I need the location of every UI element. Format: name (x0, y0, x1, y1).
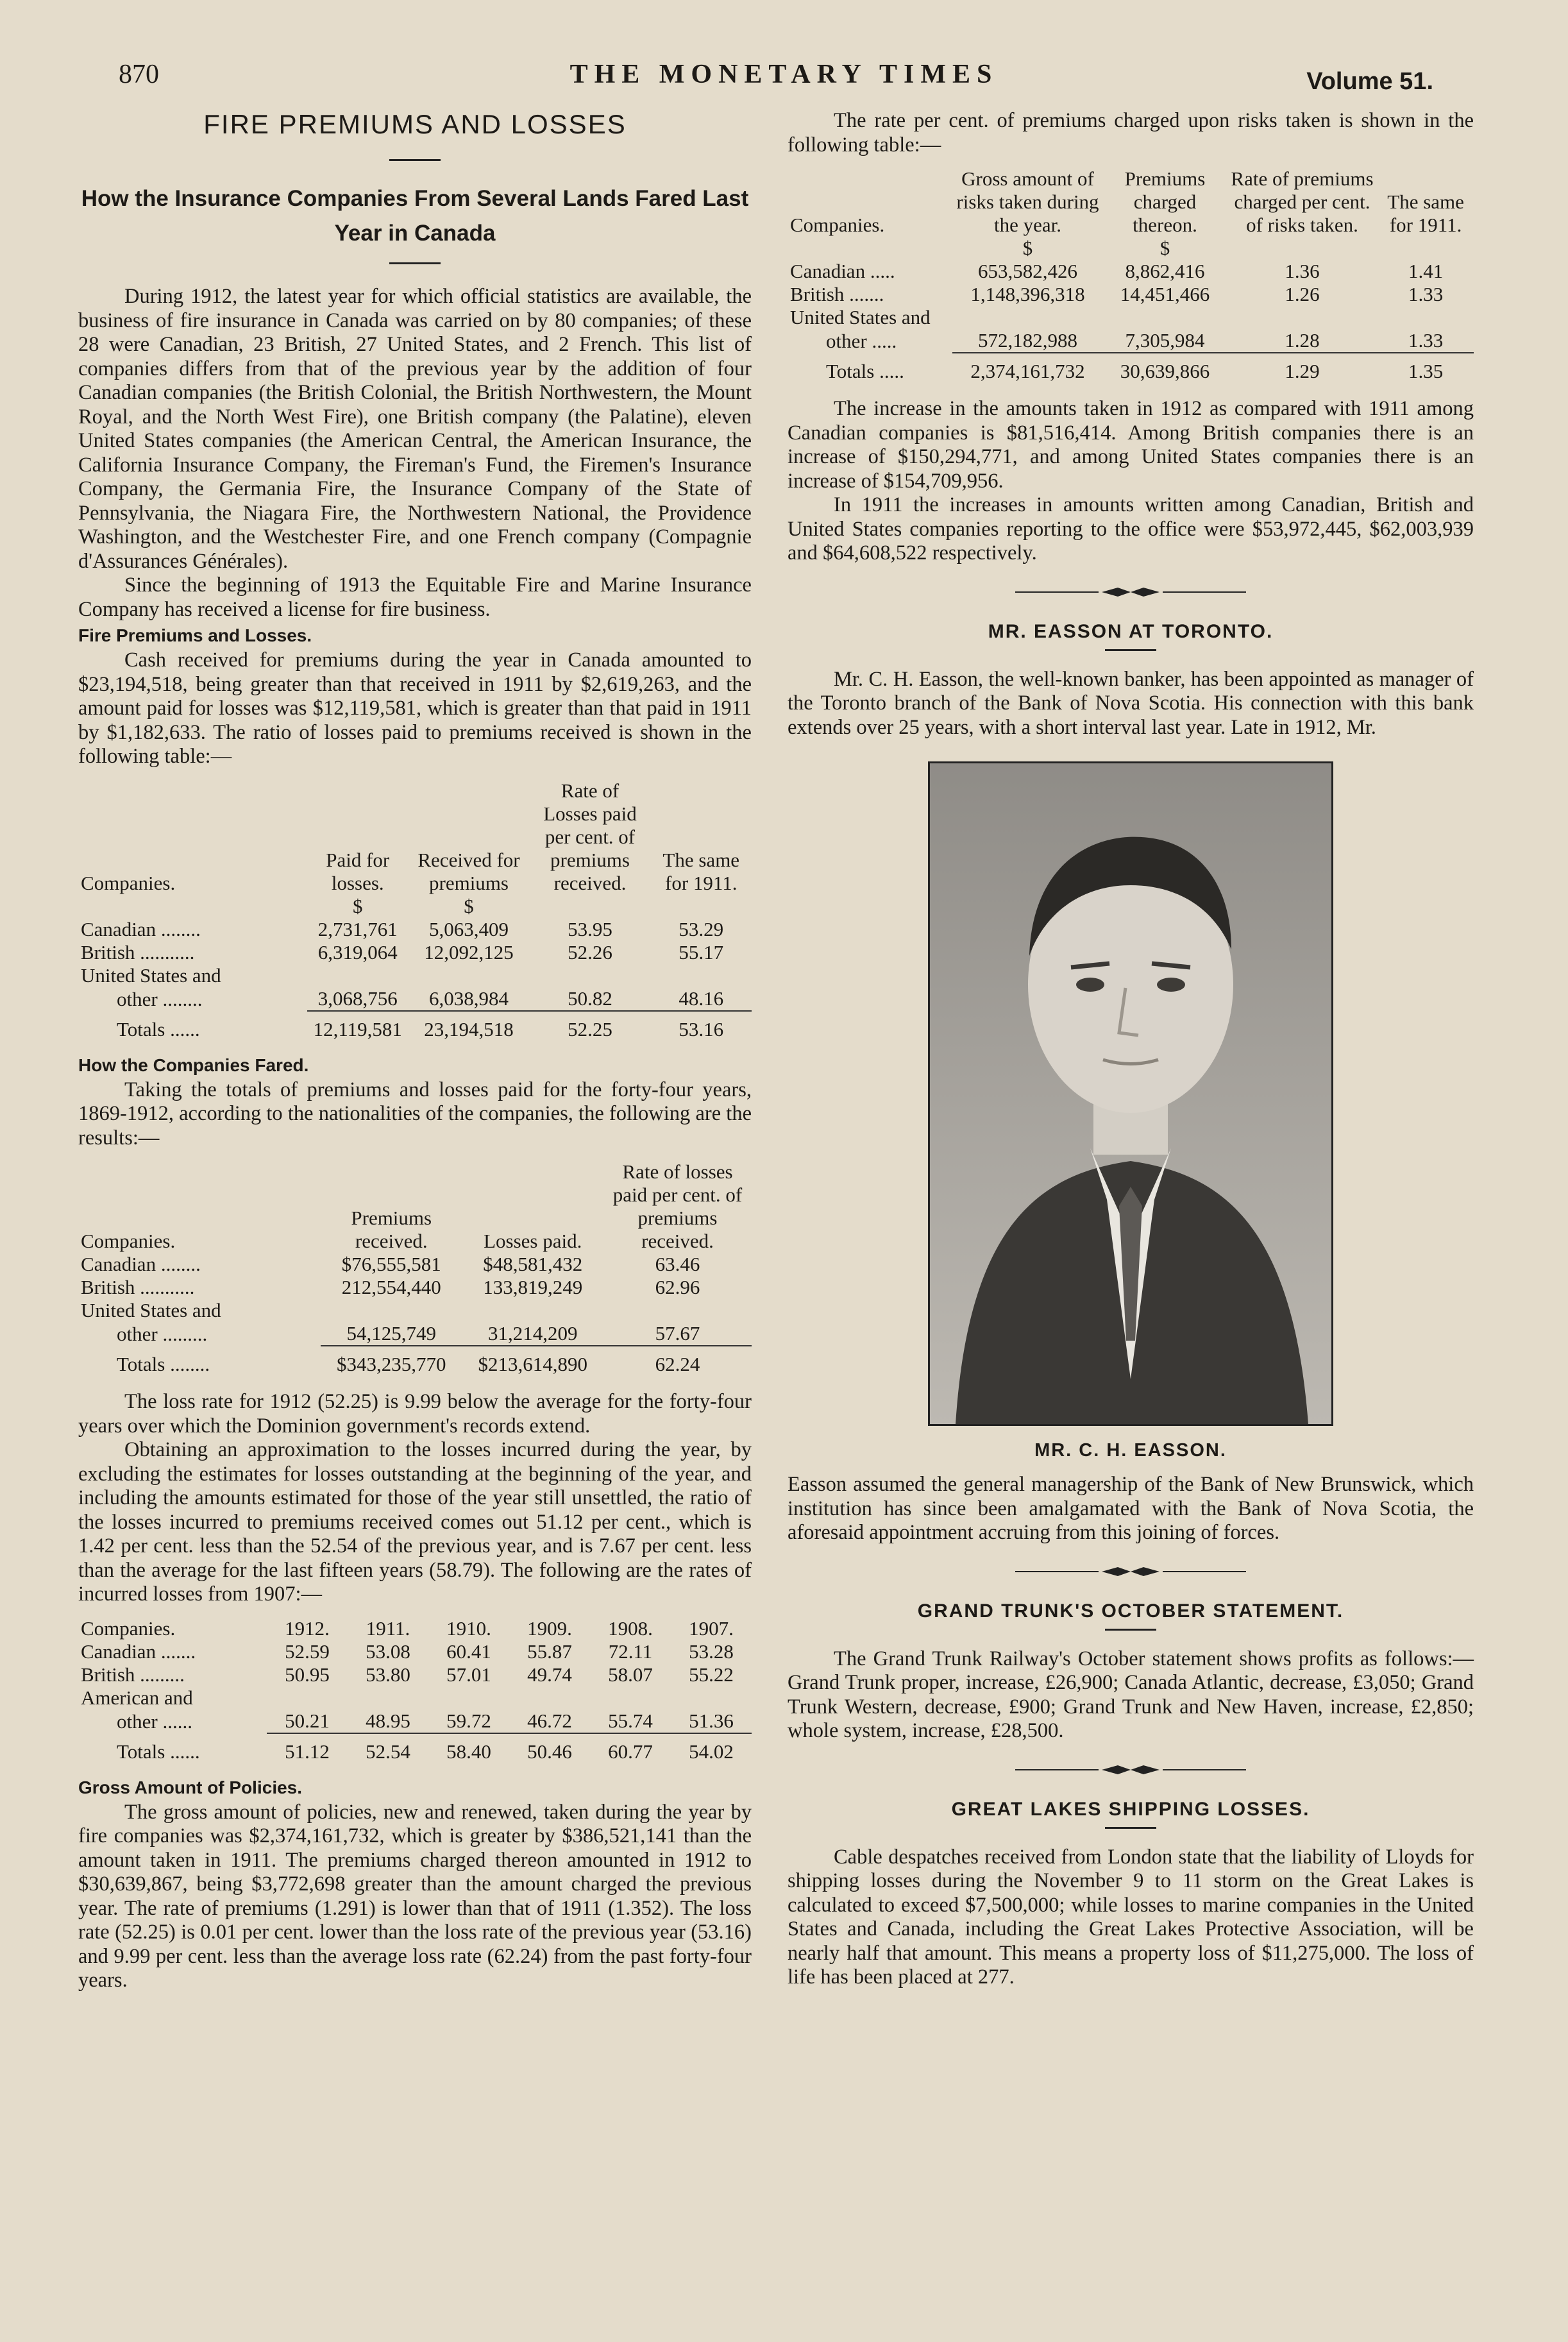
incurred-losses-table (78, 1617, 752, 1763)
table-cell: 31,214,209 (462, 1322, 604, 1346)
ornament-divider (1015, 1562, 1246, 1581)
table-cell: other ..... (826, 330, 897, 352)
table-cell: 6,319,064 (317, 940, 398, 963)
table-cell: 50.82 (530, 987, 651, 1011)
table-cell: 63.46 (655, 1253, 700, 1275)
table-cell: 52.26 (568, 940, 612, 963)
table-cell (603, 1299, 752, 1322)
table-cell: 55.17 (679, 940, 724, 963)
table-cell (1378, 306, 1474, 329)
table-cell: 1.26 (1285, 283, 1320, 305)
table-cell: Canadian ....... (81, 1640, 196, 1663)
table-cell: British ......... (81, 1663, 185, 1686)
portrait-image (930, 763, 1331, 1424)
table-cell: Totals ...... (117, 1740, 200, 1763)
table-header: Premiums charged thereon. (1124, 167, 1206, 236)
table-row (78, 1299, 752, 1322)
table-header: The same for 1911. (1387, 191, 1464, 236)
table-cell: 53.29 (679, 917, 724, 940)
table-row (78, 1663, 752, 1686)
table-total-row (788, 353, 1474, 383)
table-header: Companies. (81, 871, 176, 894)
table-cell: 54.02 (689, 1740, 734, 1763)
table-cell: 59.72 (428, 1710, 509, 1733)
title-rule (389, 159, 441, 161)
table-cell: 53.95 (568, 917, 612, 940)
table-unit (1378, 237, 1474, 260)
right-column (788, 109, 1474, 1990)
table-cell: 572,182,988 (952, 329, 1103, 353)
paragraph: Mr. C. H. Easson, the well-known banker, has been appointed as manager of the Toronto branch of the Bank of Nova Scotia. His connection with this bank extends over 25 years, with a short interval last year. Late in 1912, Mr. (788, 667, 1474, 739)
table-cell (671, 1686, 752, 1710)
subtitle-rule (389, 262, 441, 264)
table-header: The same for 1911. (662, 848, 740, 894)
table-cell: 50.46 (527, 1740, 572, 1763)
table-cell: United States and (81, 963, 221, 987)
table-row (788, 260, 1474, 283)
table-header: Gross amount of risks taken during the year. (956, 167, 1099, 236)
table-cell: 14,451,466 (1120, 283, 1210, 305)
table-unit (788, 237, 952, 260)
table-cell (462, 1299, 604, 1322)
table-cell: 53.28 (689, 1640, 734, 1663)
table-total-row (78, 1346, 752, 1376)
table-row (78, 1640, 752, 1663)
table-cell: 48.95 (348, 1710, 428, 1733)
paragraph: The increase in the amounts taken in 1912 as compared with 1911 among Canadian companies is $81,516,414. Among British companies there is an increase of $150,294,771, and among United States companies there is an increase of $154,709,956. (788, 397, 1474, 493)
paragraph: Obtaining an approximation to the losses incurred during the year, by excluding the estimates for losses outstanding at the beginning of the year, and including the amounts estimated for those of the year still unsettled, the ratio of the losses incurred to premiums received comes out 51.12 per cent., which is 1.42 per cent. less than the 52.54 of the previous year, and is 7.67 per cent. less than the average for the last fifteen years (58.79). The following are the rates of incurred losses from 1907:— (78, 1438, 752, 1606)
table-cell: Totals ..... (826, 360, 904, 382)
table-cell: other ........ (117, 987, 203, 1010)
table-cell: 55.87 (527, 1640, 572, 1663)
paragraph: Since the beginning of 1913 the Equitable Fire and Marine Insurance Company has received a license for fire business. (78, 573, 752, 621)
section-heading: Fire Premiums and Losses. (78, 625, 312, 645)
table-cell: 53.80 (366, 1663, 410, 1686)
table-total-row (78, 1733, 752, 1763)
table-cell: 653,582,426 (977, 260, 1077, 282)
journal-title: THE MONETARY TIMES (569, 60, 999, 89)
page-number: 870 (119, 60, 159, 89)
table-cell: 62.96 (655, 1276, 700, 1298)
table-row (78, 941, 752, 964)
table-cell: 55.74 (590, 1710, 671, 1733)
table-row (788, 283, 1474, 306)
table-cell: 2,731,761 (317, 917, 398, 940)
table-cell: 6,038,984 (409, 987, 530, 1011)
table-header: Premiums received. (351, 1207, 432, 1252)
table-row (78, 1710, 752, 1733)
table-cell: 1.33 (1378, 329, 1474, 353)
table-cell: 5,063,409 (429, 917, 509, 940)
table-cell: American and (81, 1686, 193, 1709)
table-cell: 62.24 (655, 1353, 700, 1375)
table-cell: Canadian ..... (790, 260, 895, 282)
table-cell: 23,194,518 (424, 1017, 514, 1040)
table-cell: 48.16 (651, 987, 752, 1011)
table-row (78, 1686, 752, 1710)
table-header: Rate of premiums charged per cent. of risks taken. (1231, 167, 1374, 236)
table-cell (348, 1686, 428, 1710)
table-cell (590, 1686, 671, 1710)
table-header: Companies. (790, 214, 885, 236)
table-cell: 3,068,756 (307, 987, 409, 1011)
photo-caption: MR. C. H. EASSON. (1034, 1440, 1227, 1461)
paragraph: Cash received for premiums during the year in Canada amounted to $23,194,518, being greater than that received in 1911 by $2,619,263, and the amount paid for losses was $12,119,581, which is greater than that paid in 1911 by $1,182,633. The ratio of losses paid to premiums received is shown in the following table:— (78, 649, 752, 768)
table-cell: Canadian ........ (81, 1253, 201, 1275)
table-row (78, 964, 752, 987)
section-heading-easson: MR. EASSON AT TORONTO. (988, 620, 1274, 642)
table-header: 1908. (608, 1616, 653, 1640)
table-unit: $ (1159, 237, 1170, 259)
forty-four-year-table (78, 1160, 752, 1376)
table-cell: Totals ...... (117, 1017, 200, 1040)
heading-rule (1105, 649, 1156, 651)
table-cell: 1.36 (1285, 260, 1320, 282)
running-header (0, 59, 1568, 104)
table-cell: 1,148,396,318 (970, 283, 1085, 305)
paragraph: The loss rate for 1912 (52.25) is 9.99 below the average for the forty-four years over which the Dominion government's records extend. (78, 1390, 752, 1438)
table-unit (78, 895, 307, 918)
portrait-photo (928, 761, 1333, 1426)
table-cell: 52.54 (366, 1740, 410, 1763)
table-cell: 58.40 (446, 1740, 491, 1763)
table-unit: $ (1022, 237, 1033, 259)
section-heading: How the Companies Fared. (78, 1055, 309, 1075)
article-subtitle: How the Insurance Companies From Several Lands Fared Last Year in Canada (81, 186, 749, 246)
table-cell (409, 964, 530, 987)
table-row (788, 329, 1474, 353)
table-cell: 72.11 (608, 1640, 653, 1663)
heading-rule (1105, 1629, 1156, 1631)
table-cell: 51.36 (671, 1710, 752, 1733)
table-cell: 52.25 (568, 1017, 612, 1040)
table-cell: $48,581,432 (483, 1253, 583, 1275)
table-cell: $76,555,581 (341, 1253, 441, 1275)
table-cell: 30,639,866 (1120, 360, 1210, 382)
table-cell: 8,862,416 (1125, 260, 1205, 282)
table-cell: 60.77 (608, 1740, 653, 1763)
table-header: Companies. (81, 1230, 176, 1252)
table-cell: 1.35 (1408, 360, 1444, 382)
table-cell (1227, 306, 1378, 329)
volume-label: Volume 51. (1306, 68, 1433, 95)
table-cell: 133,819,249 (483, 1276, 583, 1298)
table-header: 1911. (366, 1616, 410, 1640)
table-cell: United States and (790, 306, 931, 328)
table-cell (321, 1299, 462, 1322)
table-cell: $343,235,770 (337, 1353, 446, 1375)
table-header: 1907. (689, 1616, 734, 1640)
table-cell: 54,125,749 (321, 1322, 462, 1346)
table-cell: 52.59 (285, 1640, 330, 1663)
table-cell: 1.28 (1227, 329, 1378, 353)
table-cell: Canadian ........ (81, 917, 201, 940)
heading-rule (1105, 1827, 1156, 1829)
table-cell: 1.41 (1408, 260, 1444, 282)
paragraph: In 1911 the increases in amounts written among Canadian, British and United States companies reporting to the office were $53,972,445, $62,003,939 and $64,608,522 respectively. (788, 493, 1474, 564)
table-cell (952, 306, 1103, 329)
table-cell (530, 964, 651, 987)
table-cell: 1.29 (1285, 360, 1320, 382)
table-cell: 57.01 (446, 1663, 491, 1686)
table-row (78, 1276, 752, 1299)
table-header: 1910. (446, 1616, 491, 1640)
table-header: Companies. (81, 1616, 176, 1640)
table-cell (1103, 306, 1227, 329)
table-cell (307, 964, 409, 987)
table-cell: 53.08 (366, 1640, 410, 1663)
table-cell: 50.95 (285, 1663, 330, 1686)
ornament-divider (1015, 1760, 1246, 1779)
table-header: 1912. (285, 1616, 330, 1640)
table-cell: 60.41 (446, 1640, 491, 1663)
table-cell (428, 1686, 509, 1710)
section-heading-grand-trunk: GRAND TRUNK'S OCTOBER STATEMENT. (917, 1600, 1344, 1622)
paragraph: The Grand Trunk Railway's October statement shows profits as follows:—Grand Trunk proper, increase, £26,900; Canada Atlantic, decrease, £3,050; Grand Trunk Western, decrease, £900; Grand Trunk and New Haven, increase, £2,850; whole system, increase, £28,500. (788, 1647, 1474, 1742)
paragraph: Taking the totals of premiums and losses paid for the forty-four years, 1869-1912, according to the nationalities of the companies, the following are the results:— (78, 1078, 752, 1150)
table-header: 1909. (527, 1616, 572, 1640)
table-header: Losses paid. (484, 1230, 582, 1252)
table-cell: other ......... (117, 1323, 208, 1345)
table-row (78, 987, 752, 1011)
table-unit: $ (353, 894, 363, 917)
table-cell (267, 1686, 348, 1710)
table-unit: $ (464, 894, 474, 917)
table-cell: Totals ........ (117, 1353, 210, 1375)
section-heading: Gross Amount of Policies. (78, 1777, 303, 1797)
table-total-row (78, 1011, 752, 1041)
table-row (78, 918, 752, 941)
table-cell: British ........... (81, 1276, 195, 1298)
table-header: Rate of losses paid per cent. of premiums received. (612, 1160, 743, 1252)
paragraph: The rate per cent. of premiums charged upon risks taken is shown in the following table:— (788, 109, 1474, 157)
ornament-divider (1015, 582, 1246, 602)
table-cell (509, 1686, 590, 1710)
table-row (78, 1253, 752, 1276)
section-heading-great-lakes: GREAT LAKES SHIPPING LOSSES. (951, 1798, 1310, 1820)
table-cell: 1.33 (1408, 283, 1444, 305)
table-cell: 55.22 (689, 1663, 734, 1686)
table-cell: United States and (81, 1299, 221, 1321)
premium-rate-table (788, 167, 1474, 383)
table-row (788, 306, 1474, 329)
left-column (78, 109, 752, 1993)
table-unit (1227, 237, 1378, 260)
table-cell: 12,092,125 (424, 940, 514, 963)
table-cell: 49.74 (527, 1663, 572, 1686)
paragraph: Cable despatches received from London state that the liability of Lloyds for shipping losses during the November 9 to 11 storm on the Great Lakes is calculated to exceed $7,500,000; while losses to marine companies in the United States and Canada, including the Great Lakes Protective Association, will be nearly half that amount. This means a property loss of $11,275,000. The loss of life has been placed at 277. (788, 1845, 1474, 1989)
table-header: Received for premiums (417, 848, 520, 894)
article-title: FIRE PREMIUMS AND LOSSES (203, 109, 627, 139)
table-cell: British ....... (790, 283, 884, 305)
table-cell: 212,554,440 (341, 1276, 441, 1298)
table-header: Rate of Losses paid per cent. of premiums received. (543, 779, 637, 894)
table-cell: 53.16 (679, 1017, 724, 1040)
table-cell: 2,374,161,732 (970, 360, 1085, 382)
table-row (78, 1322, 752, 1346)
table-cell: 57.67 (603, 1322, 752, 1346)
table-cell: $213,614,890 (478, 1353, 587, 1375)
table-cell (651, 964, 752, 987)
table-cell: other ...... (117, 1710, 192, 1733)
table-cell: 50.21 (267, 1710, 348, 1733)
table-cell: 51.12 (285, 1740, 330, 1763)
paragraph: During 1912, the latest year for which official statistics are available, the business of fire insurance in Canada was carried on by 80 companies; of these 28 were Canadian, 23 British, 27 United States, and 2 French. This list of companies differs from that of the previous year by the addition of four Canadian companies (the British Colonial, the British Northwestern, the Mount Royal, and the North West Fire), one British company (the Palatine), eleven United States companies (the American Central, the American Insurance, the California Insurance Company, the Fireman's Fund, the Firemen's Insurance Company, the Germania Fire, the Insurance Company of the State of Pennsylvania, the Niagara Fire, the Northwestern National, the Providence Washington, and the Westchester Fire, and one French company (Compagnie d'Assurances Générales). (78, 285, 752, 573)
table-cell: 12,119,581 (313, 1017, 402, 1040)
table-unit (530, 895, 651, 918)
table-header: Paid for losses. (326, 848, 390, 894)
table-cell: British ........... (81, 940, 195, 963)
losses-premiums-table (78, 779, 752, 1041)
table-cell: 7,305,984 (1103, 329, 1227, 353)
paragraph: The gross amount of policies, new and renewed, taken during the year by fire companies was $2,374,161,732, which is greater by $386,521,141 than the amount taken in 1911. The premiums charged thereon amounted in 1912 to $30,639,867, being $3,772,698 greater than the amount charged the previous year. The rate of premiums (1.291) is lower than that of 1911 (1.352). The loss rate (52.25) is 0.01 per cent. lower than the loss rate of the previous year (53.16) and 9.99 per cent. less than the average loss rate (62.24) from the past forty-four years. (78, 1800, 752, 1992)
table-unit (651, 895, 752, 918)
table-cell: 58.07 (608, 1663, 653, 1686)
table-cell: 46.72 (509, 1710, 590, 1733)
paragraph: Easson assumed the general managership of the Bank of New Brunswick, which institution has since been amalgamated with the Bank of Nova Scotia, the aforesaid appointment accruing from this joining of forces. (788, 1473, 1474, 1544)
